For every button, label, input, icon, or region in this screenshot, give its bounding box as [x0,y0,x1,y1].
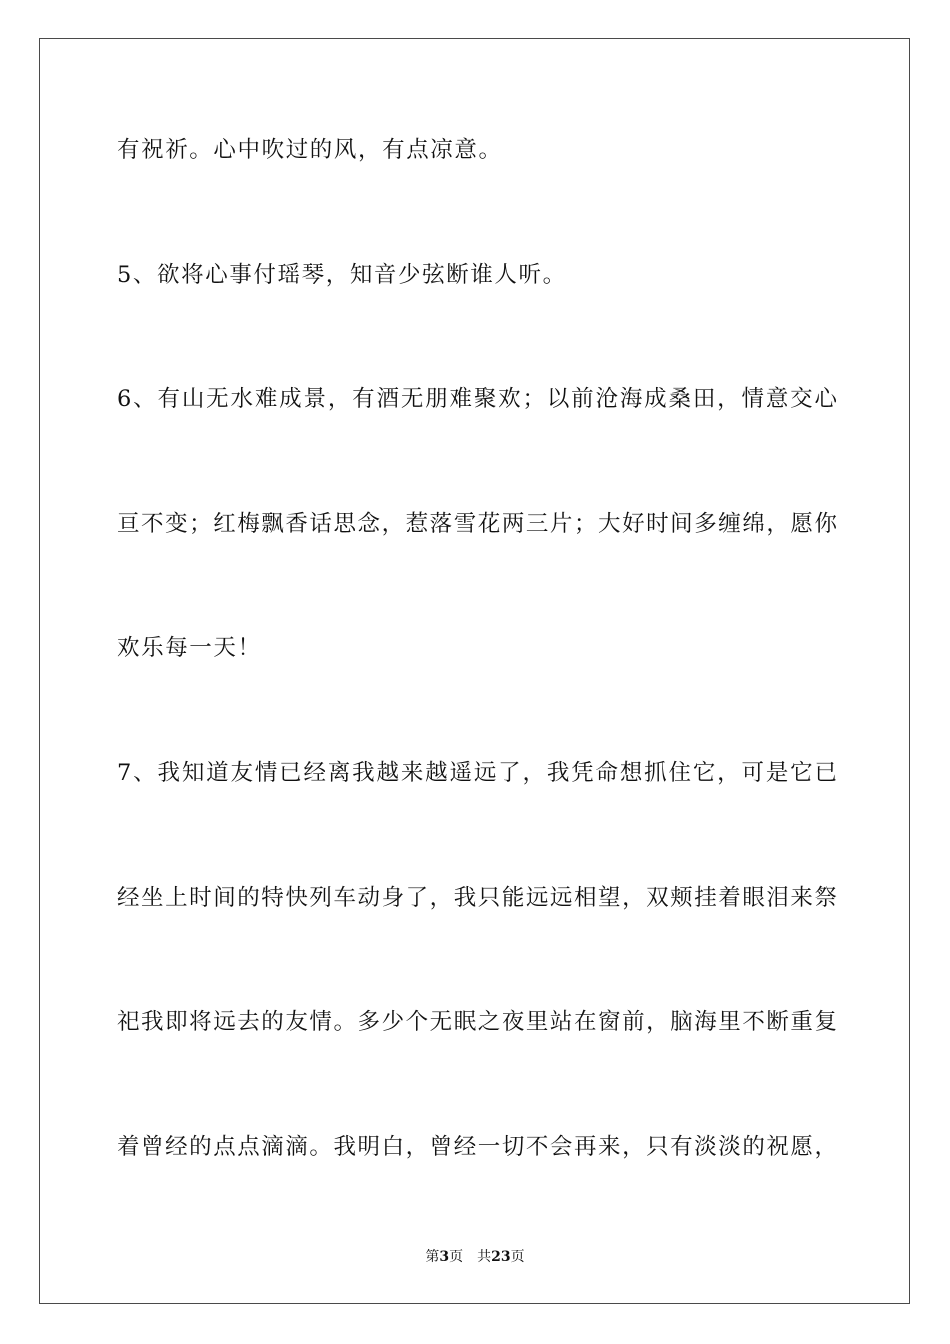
footer-page-prefix: 第 [425,1249,440,1265]
footer-page-number: 3 [439,1249,450,1265]
footer-total-prefix: 共 [477,1249,492,1265]
text-line-9: 着曾经的点点滴滴。我明白，曾经一切不会再来，只有淡淡的祝愿， [117,1134,837,1160]
text-line-1: 有祝祈。心中吹过的风，有点凉意。 [117,137,503,163]
text-line-7: 经坐上时间的特快列车动身了，我只能远远相望，双颊挂着眼泪来祭 [117,885,837,911]
text-line-8: 祀我即将远去的友情。多少个无眠之夜里站在窗前，脑海里不断重复 [117,1009,837,1035]
page-border [39,38,910,1304]
page-footer [0,1248,950,1266]
footer-page-suffix: 页 [449,1249,464,1265]
text-line-2: 5、欲将心事付瑶琴，知音少弦断谁人听。 [117,262,567,288]
footer-total-suffix: 页 [510,1249,525,1265]
footer-total-pages: 23 [491,1249,511,1265]
text-line-3: 6、有山无水难成景，有酒无朋难聚欢；以前沧海成桑田，情意交心 [117,386,837,412]
text-line-5: 欢乐每一天！ [117,635,262,661]
text-line-4: 亘不变；红梅飘香话思念，惹落雪花两三片；大好时间多缠绵，愿你 [117,511,837,537]
text-line-6: 7、我知道友情已经离我越来越遥远了，我凭命想抓住它，可是它已 [117,760,837,786]
